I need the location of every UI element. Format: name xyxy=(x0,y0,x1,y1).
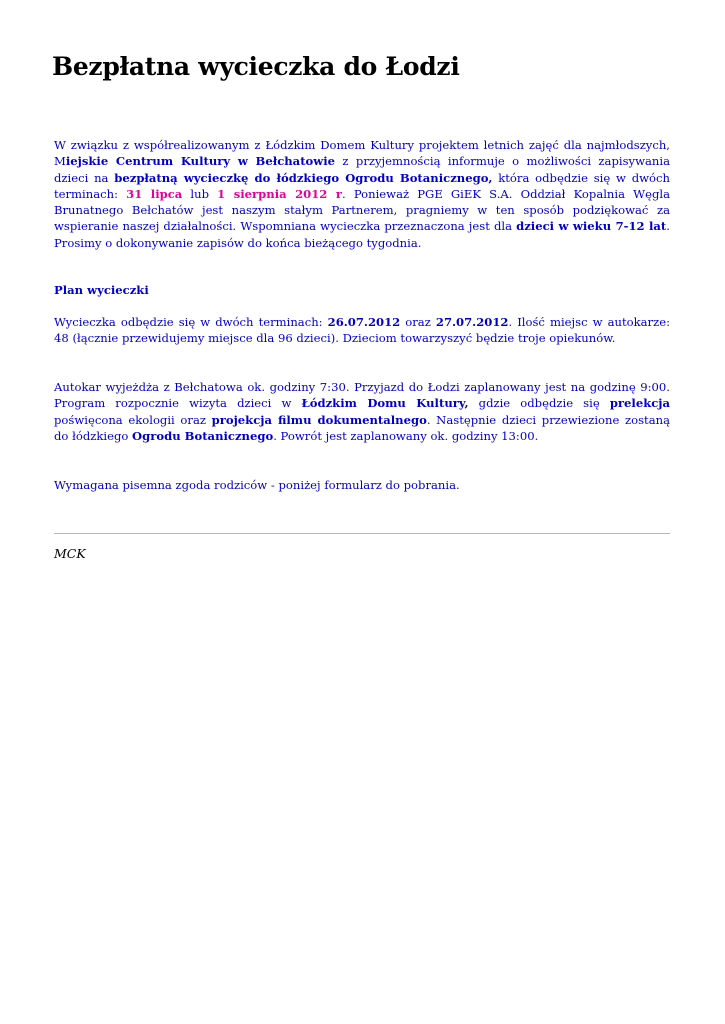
schedule-text: . Powrót jest zaplanowany ok. godziny 13:00. xyxy=(273,428,539,443)
schedule-bold: projekcja filmu dokumentalnego xyxy=(211,412,427,427)
plan-text: oraz xyxy=(400,315,436,329)
consent-note: Wymagana pisemna zgoda rodziców - poniżej formularz do pobrania. xyxy=(54,478,460,492)
schedule-text: gdzie odbędzie się xyxy=(468,396,610,411)
age-range: dzieci w wieku 7-12 lat xyxy=(516,219,667,234)
plan-text: . Ilość miejsc w autokarze: 48 (łącznie przewidujemy miejsce dla 96 dzieci). Dzieciom towarzyszyć będzie troje opiekunów. xyxy=(54,315,670,346)
intro-text: lub xyxy=(182,186,218,201)
trip-destination: bezpłatną wycieczkę do łódzkiego Ogrodu Botanicznego, xyxy=(114,170,493,185)
schedule-paragraph xyxy=(54,379,670,444)
plan-heading: Plan wycieczki xyxy=(54,283,149,297)
intro-text: która odbędzie się w dwóch terminach: xyxy=(54,170,670,201)
plan-date: 27.07.2012 xyxy=(435,315,509,329)
plan-date: 26.07.2012 xyxy=(327,315,401,329)
page-title: Bezpłatna wycieczka do Łodzi xyxy=(52,52,460,81)
schedule-text: Autokar wyjeżdża z Bełchatowa ok. godziny 7:30. Przyjazd do Łodzi zaplanowany jest na godzinę 9:00. Program rozpocznie wizyta dzieci w xyxy=(54,380,670,411)
schedule-text: poświęcona ekologii oraz xyxy=(54,412,212,427)
intro-paragraph xyxy=(54,137,670,251)
date-highlight: 1 sierpnia 2012 r xyxy=(217,186,342,201)
schedule-text: . Następnie dzieci przewiezione zostaną do łódzkiego xyxy=(54,412,671,443)
intro-text: z przyjemnością informuje o możliwości zapisywania dzieci na xyxy=(54,154,671,185)
plan-paragraph xyxy=(54,314,670,347)
signature: MCK xyxy=(54,546,86,561)
date-highlight: 31 lipca xyxy=(126,186,183,201)
schedule-bold: Łódzkim Domu Kultury, xyxy=(301,396,469,411)
intro-text: W związku z współrealizowanym z Łódzkim Domem Kultury projektem letnich zajęć dla najmłodszych, M xyxy=(54,138,670,169)
schedule-bold: prelekcja xyxy=(609,396,670,411)
organizer-name: iejskie Centrum Kultury w Bełchatowie xyxy=(65,154,336,169)
divider xyxy=(54,533,670,534)
plan-text: Wycieczka odbędzie się w dwóch terminach: xyxy=(54,315,328,329)
schedule-bold: Ogrodu Botanicznego xyxy=(132,428,274,443)
intro-text: . Ponieważ PGE GiEK S.A. Oddział Kopalnia Węgla Brunatnego Bełchatów jest naszym stałym Partnerem, pragniemy w ten sposób podziękować za wspieranie naszej działalności. Wspomniana wycieczka przeznaczona jest dla xyxy=(54,186,670,234)
intro-text: . Prosimy o dokonywanie zapisów do końca bieżącego tygodnia. xyxy=(54,219,670,250)
